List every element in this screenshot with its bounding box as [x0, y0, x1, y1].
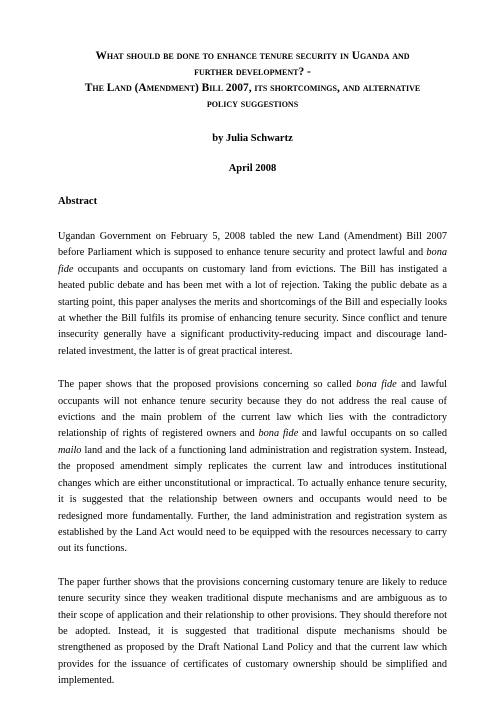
text-run: The paper shows that the proposed provisions concerning so called: [58, 379, 357, 391]
italic-term: mailo: [58, 444, 82, 456]
italic-term: bona fide: [258, 428, 299, 440]
abstract-paragraph-3: [58, 575, 447, 690]
text-run: and lawful occupants on so called: [298, 428, 447, 440]
title-line-1: What should be done to enhance tenure security in Uganda and: [95, 50, 410, 62]
paper-title: [58, 48, 447, 112]
text-run: Ugandan Government on February 5, 2008 tabled the new Land (Amendment) Bill 2007 before Parliament which is supposed to enhance tenure security and protect lawful and: [58, 231, 447, 259]
text-run: and lawful occupants will not enhance tenure security because they do not address the real cause of evictions and the main problem of the current law which lies with the contradictory relationship of rights of registered owners and: [58, 379, 447, 440]
author-line: by Julia Schwartz: [212, 133, 293, 144]
title-line-2: further development? -: [194, 66, 311, 78]
title-line-3: The Land (Amendment) Bill 2007, its shortcomings, and alternative: [84, 82, 421, 94]
text-run: The paper further shows that the provisions concerning customary tenure are likely to reduce tenure security since they weaken traditional dispute mechanisms and are ambiguous as to their scope of application and their relationship to other provisions. They should therefore not be adopted. Instead, it is suggested that traditional dispute mechanisms should be strengthened as proposed by the Draft National Land Policy and that the current law which provides for the issuance of certificates of customary ownership should be simplified and implemented.: [58, 576, 447, 687]
text-run: land and the lack of a functioning land administration and registration system. Instead, the proposed amendment simply replicates the current law and introduces institutional changes which are either unconstitutional or impractical. To actually enhance tenure security, it is suggested that the relationship between owners and occupants would need to be redesigned more fundamentally. Further, the land administration and registration system as established by the Land Act would need to be equipped with the resources necessary to carry out its functions.: [58, 444, 447, 555]
abstract-heading: Abstract: [58, 196, 98, 207]
italic-term: bona fide: [356, 379, 397, 391]
title-line-4: policy suggestions: [206, 98, 299, 110]
date-line: April 2008: [228, 163, 277, 174]
abstract-paragraph-2: [58, 377, 447, 557]
italic-term: bona fide: [58, 247, 447, 275]
abstract-paragraph-1: [58, 229, 447, 360]
text-run: occupants and occupants on customary land from evictions. The Bill has instigated a heated public debate and has been met with a lot of rejection. Taking the public debate as a starting point, this paper analyses the merits and shortcomings of the Bill and especially looks at whether the Bill fulfils its promise of enhancing tenure security. Since conflict and tenure insecurity generally have a significant productivity-reducing impact and discourage land-related investment, the latter is of great practical interest.: [58, 263, 447, 357]
